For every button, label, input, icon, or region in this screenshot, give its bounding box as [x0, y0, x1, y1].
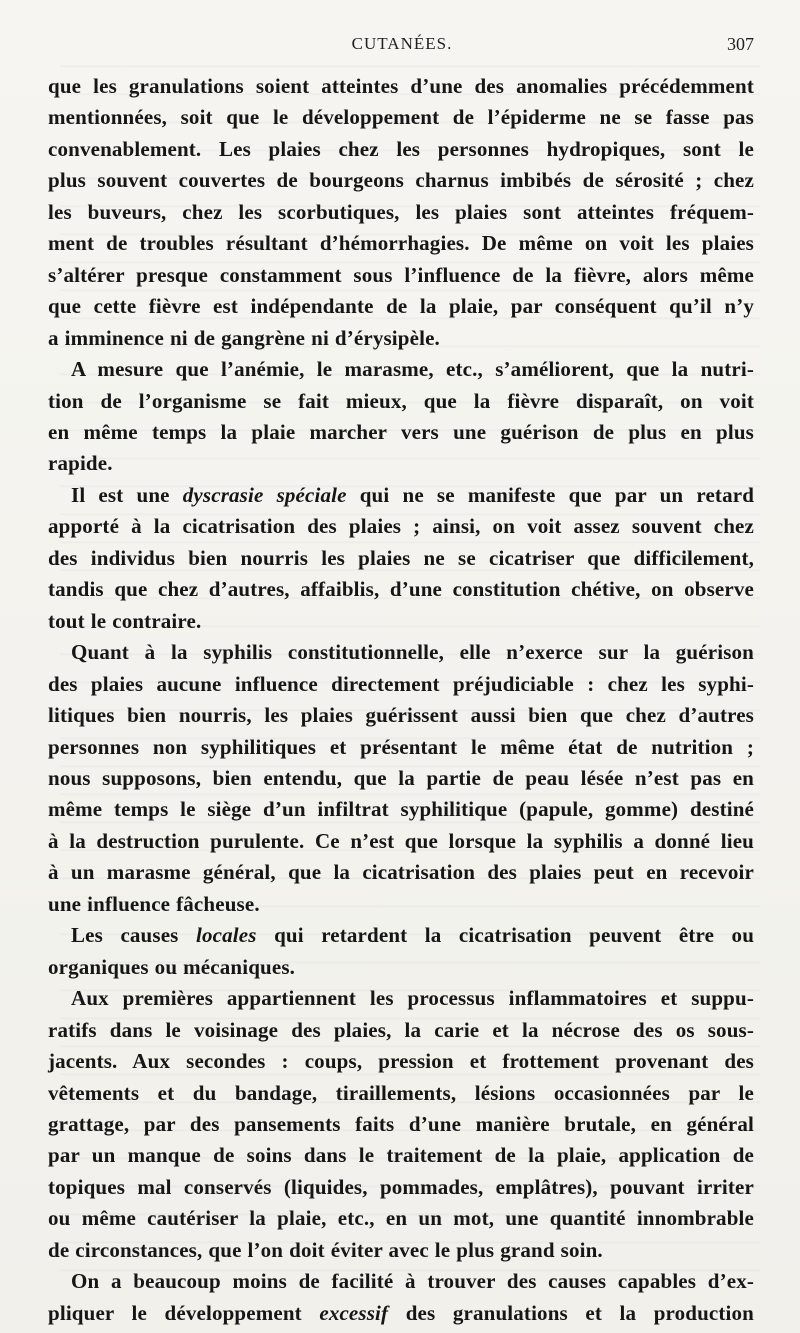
paragraph	[48, 71, 754, 354]
text-line: que cette fièvre est indépendante de la plaie, par conséquent qu’il n’y	[48, 294, 754, 319]
paragraph	[48, 354, 754, 480]
text-line: Aux premières appartiennent les processus inflammatoires et suppu-	[71, 986, 754, 1011]
text-line: plus souvent couvertes de bourgeons charnus imbibés de sérosité ; chez	[48, 168, 754, 193]
text-line: litiques bien nourris, les plaies guérissent aussi bien que chez d’autres	[48, 703, 754, 728]
text-line: les buveurs, chez les scorbutiques, les plaies sont atteintes fréquem-	[48, 199, 754, 224]
text-line: de circonstances, que l’on doit éviter avec le plus grand soin.	[48, 1237, 603, 1262]
text-line	[48, 920, 754, 951]
text-line: convenablement. Les plaies chez les personnes hydropiques, sont le	[48, 136, 754, 161]
italic-word: locales	[196, 923, 257, 948]
paragraph	[48, 983, 754, 1266]
text-line: a imminence ni de gangrène ni d’érysipèle.	[48, 325, 440, 350]
text-run: des granulations et la production	[405, 1300, 755, 1325]
text-line: grattage, par des pansements faits d’une manière brutale, en général	[48, 1111, 754, 1136]
text-line: des individus bien nourris les plaies ne se cicatriser que difficilement,	[48, 545, 754, 570]
text-line: On a beaucoup moins de facilité à trouver des causes capables d’ex-	[71, 1269, 754, 1294]
italic-word: excessif	[319, 1300, 389, 1325]
text-line: s’altérer presque constamment sous l’influence de la fièvre, alors même	[48, 262, 754, 287]
text-run: qui retardent la cicatrisation peuvent être ou	[274, 923, 755, 948]
text-line: vêtements et du bandage, tiraillements, lésions occasionnées par le	[48, 1080, 754, 1105]
text-line: Quant à la syphilis constitutionnelle, elle n’exerce sur la guérison	[71, 640, 754, 665]
text-line: jacents. Aux secondes : coups, pression et frottement provenant des	[48, 1049, 754, 1074]
text-line	[48, 1298, 754, 1329]
text-run: qui ne se manifeste que par un retard	[359, 482, 755, 507]
text-line: tion de l’organisme se fait mieux, que la fièvre disparaît, on voit	[48, 388, 754, 413]
text-line: nous supposons, bien entendu, que la partie de peau lésée n’est pas en	[48, 765, 754, 790]
text-line: tout le contraire.	[48, 608, 202, 633]
text-line: rapide.	[48, 451, 113, 476]
text-line: tandis que chez d’autres, affaiblis, d’une constitution chétive, on observe	[48, 577, 754, 602]
italic-phrase: dyscrasie spéciale	[182, 482, 347, 507]
text-line: topiques mal conservés (liquides, pommades, emplâtres), pouvant irriter	[48, 1174, 754, 1199]
paragraph	[48, 1266, 754, 1329]
text-line: personnes non syphilitiques et présentant le même état de nutrition ;	[48, 734, 754, 759]
text-line: une influence fâcheuse.	[48, 891, 260, 916]
text-line	[48, 480, 754, 511]
text-run: pliquer le développement	[48, 1300, 302, 1325]
paragraph	[48, 480, 754, 637]
page-header	[50, 34, 754, 64]
paragraph	[48, 637, 754, 920]
text-line: A mesure que l’anémie, le marasme, etc., s’améliorent, que la nutri-	[71, 357, 754, 382]
paragraph	[48, 920, 754, 983]
text-line: même temps le siège d’un infiltrat syphilitique (papule, gomme) destiné	[48, 797, 754, 822]
text-line: par un manque de soins dans le traitement de la plaie, application de	[48, 1143, 754, 1168]
text-line: des plaies aucune influence directement préjudiciable : chez les syphi-	[48, 671, 754, 696]
text-line: à un marasme général, que la cicatrisation des plaies peut en recevoir	[48, 860, 754, 885]
text-line: en même temps la plaie marcher vers une guérison de plus en plus	[48, 419, 754, 444]
text-line: apporté à la cicatrisation des plaies ; ainsi, on voit assez souvent chez	[48, 514, 754, 539]
text-line: ment de troubles résultant d’hémorrhagies. De même on voit les plaies	[48, 231, 754, 256]
main-text	[48, 71, 754, 1329]
text-line: ratifs dans le voisinage des plaies, la carie et la nécrose des os sous-	[48, 1017, 754, 1042]
text-line: mentionnées, soit que le développement de l’épiderme ne se fasse pas	[48, 105, 754, 130]
text-line: à la destruction purulente. Ce n’est que lorsque la syphilis a donné lieu	[48, 828, 754, 853]
text-line: que les granulations soient atteintes d’une des anomalies précédemment	[48, 74, 754, 98]
text-run: Il est une	[71, 482, 170, 507]
text-line: ou même cautériser la plaie, etc., en un mot, une quantité innombrable	[48, 1206, 754, 1231]
running-head: CUTANÉES.	[351, 34, 453, 53]
text-line: organiques ou mécaniques.	[48, 954, 296, 979]
text-run: Les causes	[71, 923, 179, 948]
page-number: 307	[727, 34, 754, 54]
